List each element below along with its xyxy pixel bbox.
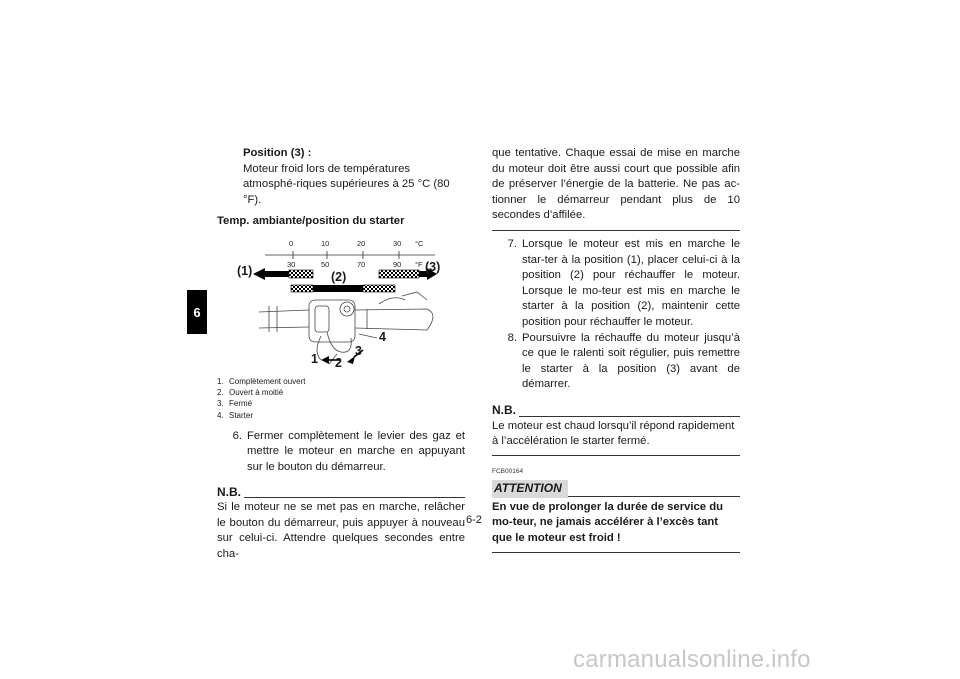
starter-figure [217, 234, 465, 374]
celsius-label-10: 10 [321, 238, 330, 248]
position3-title: Position (3) : [243, 147, 312, 159]
celsius-label-30: 30 [393, 238, 402, 248]
attention-header [492, 480, 740, 498]
position3-text: Moteur froid lors de températures atmosphé-riques supérieures à 25 °C (80 °F). [243, 162, 450, 206]
part-number-3: 3 [355, 343, 362, 358]
caption-item: 4. Starter [217, 410, 254, 420]
step-7: 7. Lorsque le moteur est mis en marche le star-ter à la position (1), placer celui-ci à la position (2) pour réchauffer le moteur. Lorsque le mo-teur est mis en marche le starter à la position (2), maintenir cette position pour réchauffer le moteur. [507, 237, 740, 328]
starter-diagram [217, 234, 465, 374]
right-column [492, 146, 740, 553]
left-column [217, 146, 465, 563]
part-number-4: 4 [379, 329, 386, 344]
figure-captions [217, 376, 465, 421]
caption-item: 3. Fermé [217, 399, 253, 409]
position-label-1: (1) [237, 263, 253, 278]
page-number: 6-2 [466, 514, 482, 526]
celsius-unit: °C [415, 238, 424, 248]
watermark: carmanualsonline.info [573, 646, 811, 673]
attention-code: FCB00164 [492, 467, 524, 475]
caption-item: 1. Complètement ouvert [217, 376, 306, 386]
part-number-1: 1 [311, 351, 318, 366]
position-label-2: (2) [331, 269, 347, 284]
caption-item: 2. Ouvert à moitié [217, 388, 284, 398]
fahrenheit-label-30: 30 [287, 259, 296, 269]
fahrenheit-unit: °F [415, 259, 423, 269]
fahrenheit-label-70: 70 [357, 259, 366, 269]
position-label-3: (3) [425, 259, 441, 274]
part-number-2: 2 [335, 355, 342, 370]
nb-text-left: Si le moteur ne se met pas en marche, relâcher le bouton du démarreur, puis appuyer à nouveau sur celui-ci. Attendre quelques secondes entre cha- [217, 501, 465, 560]
attention-label: ATTENTION [492, 480, 568, 498]
fahrenheit-label-90: 90 [393, 259, 402, 269]
fahrenheit-label-50: 50 [321, 259, 330, 269]
nb-text-right: Le moteur est chaud lorsqu’il répond rapidement à l’accélération le starter fermé. [492, 419, 740, 456]
celsius-label-0: 0 [289, 238, 294, 248]
temp-heading: Temp. ambiante/position du starter [217, 215, 405, 228]
attention-text: En vue de prolonger la durée de service du mo-teur, ne jamais accélérer à l’excès tant que le moteur est froid ! [492, 500, 740, 553]
continued-text: que tentative. Chaque essai de mise en marche du moteur doit être aussi court que possible afin de préserver l’énergie de la batterie. Ne pas ac-tionner le démarreur pendant plus de 10 secondes d’affilée. [492, 146, 740, 231]
step-8: 8. Poursuivre la réchauffe du moteur jusqu’à ce que le ralenti soit régulier, puis remettre le starter à la position (3) avant de démarrer. [507, 331, 740, 391]
step-6: 6. Fermer complètement le levier des gaz et mettre le moteur en marche en appuyant sur le bouton du démarreur. [232, 429, 465, 473]
nb-header-right: N.B. [492, 403, 740, 419]
section-tab: 6 [187, 290, 207, 334]
nb-header-left: N.B. [217, 485, 465, 501]
celsius-label-20: 20 [357, 238, 366, 248]
